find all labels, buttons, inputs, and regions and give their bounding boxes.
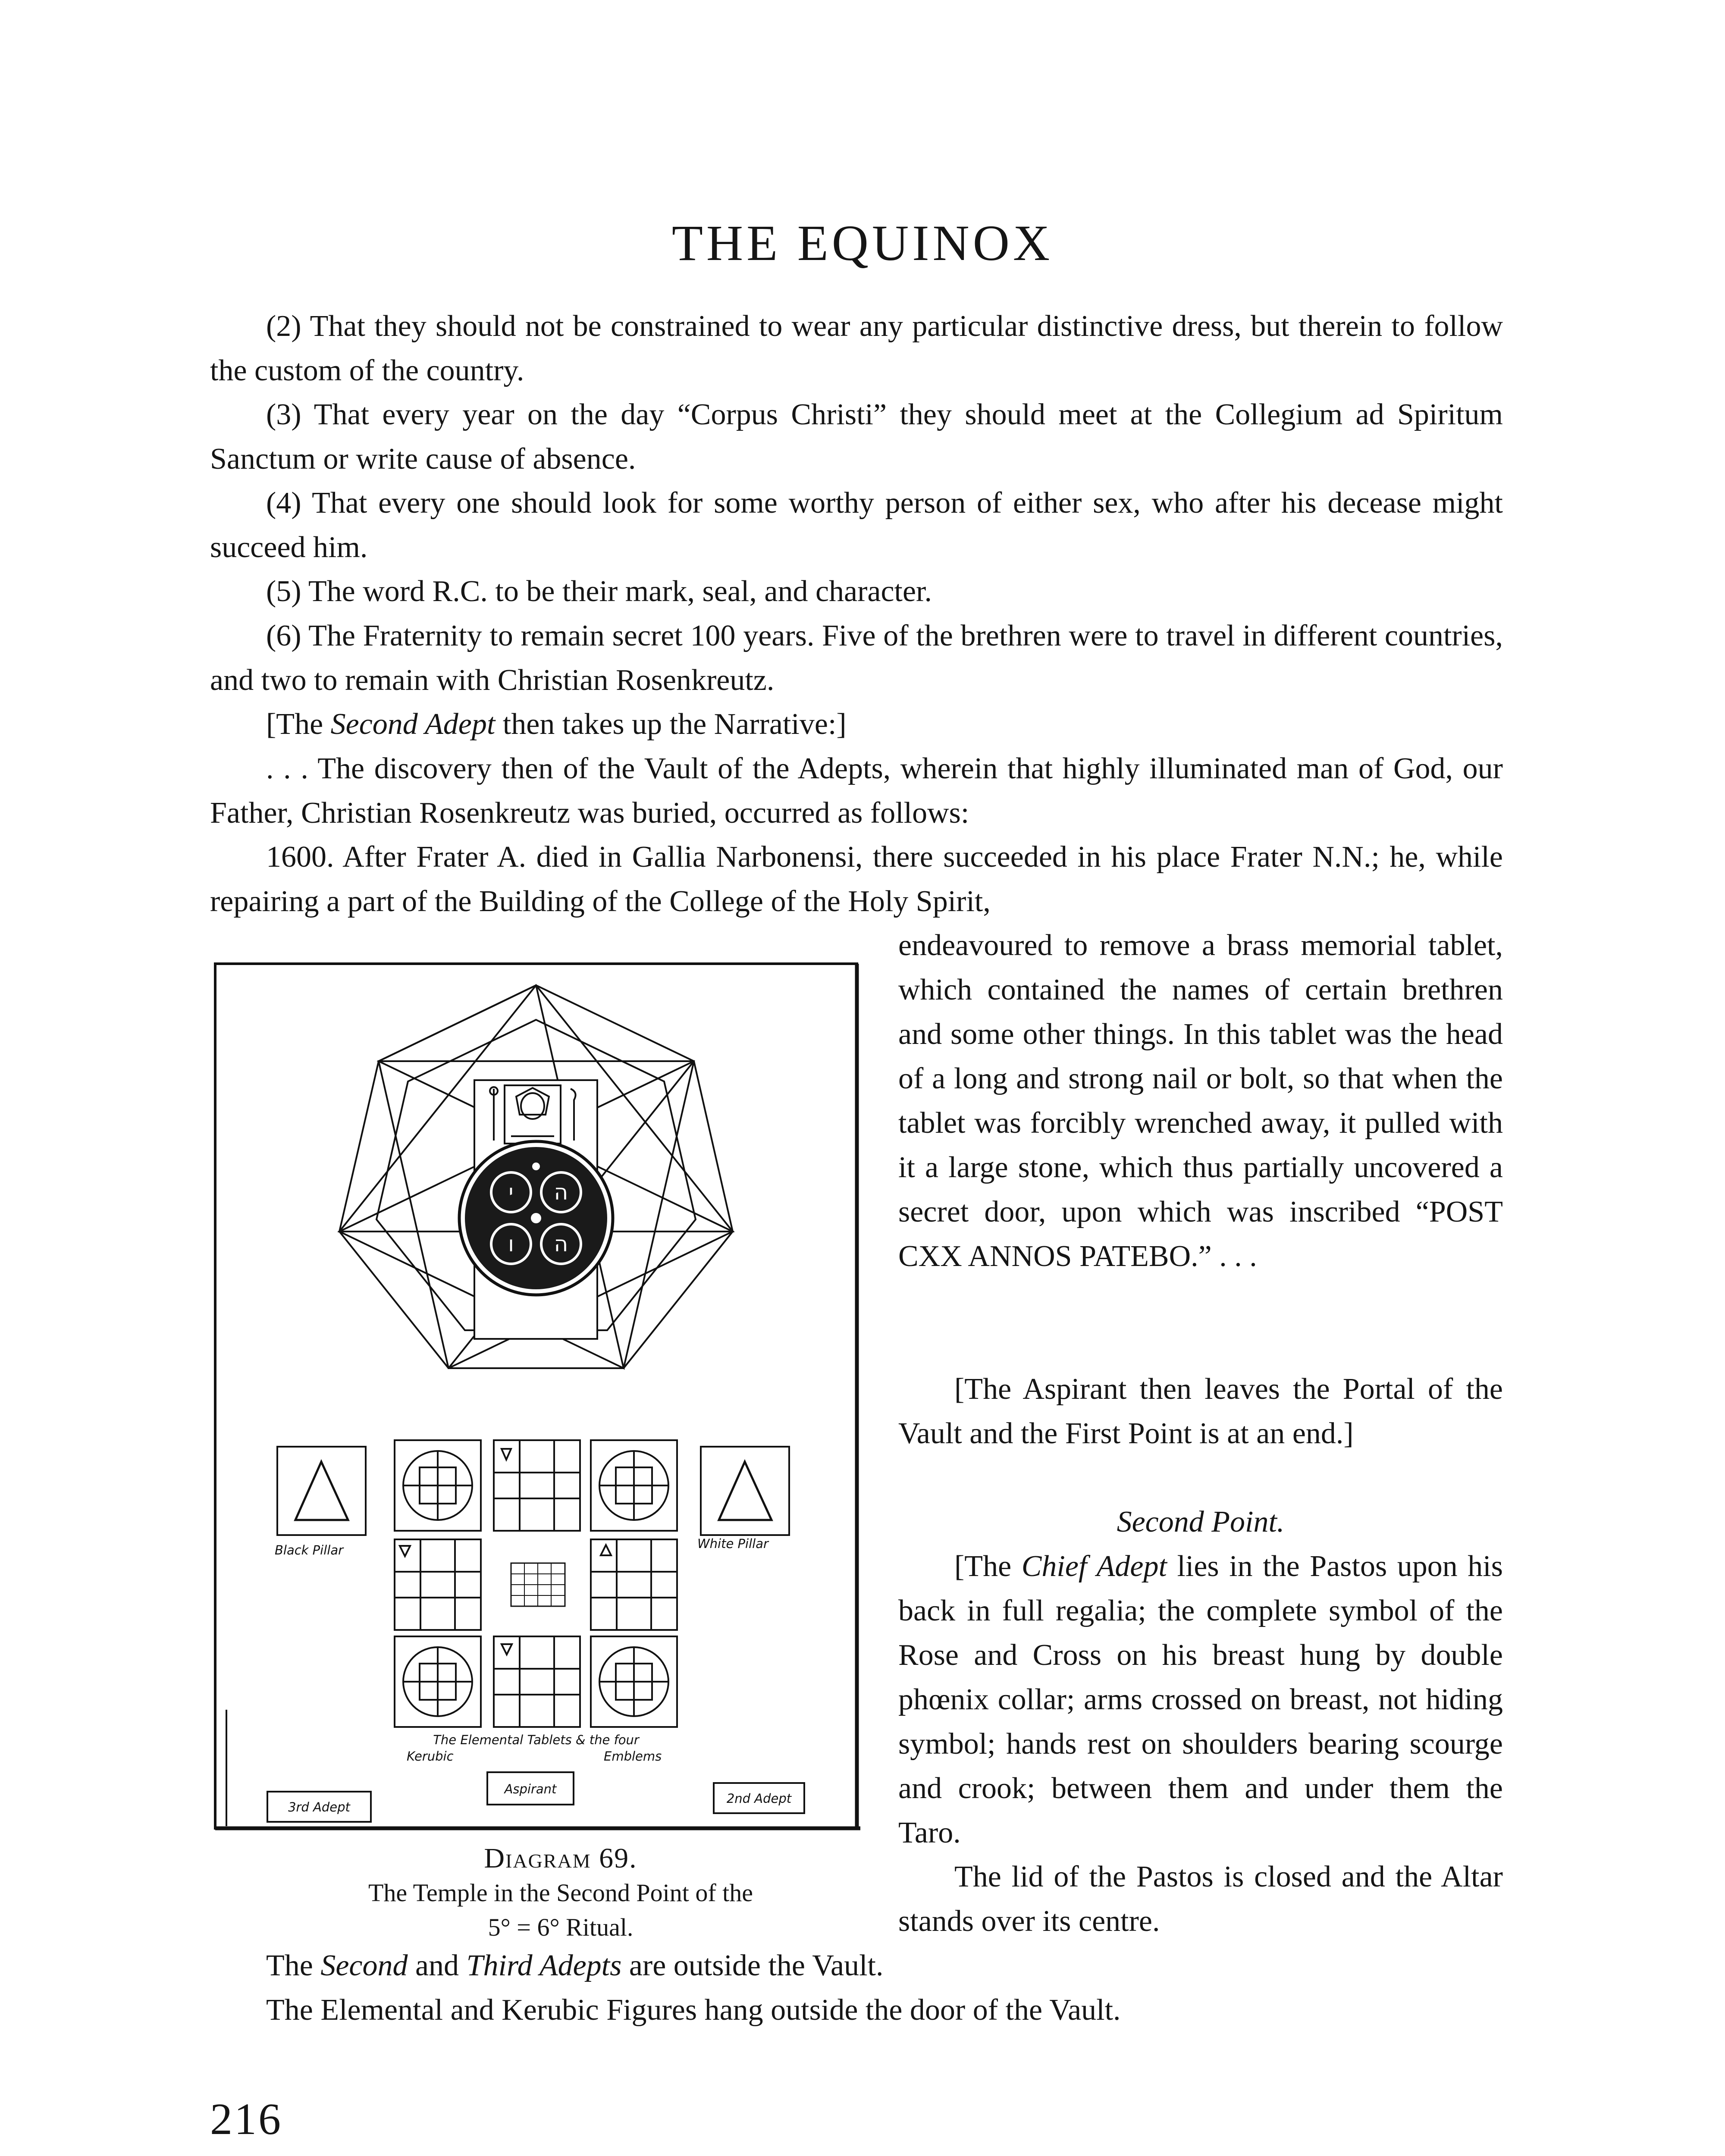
paragraph-chief-adept: [The Chief Adept lies in the Pastos upon his back in full regalia; the complete symbol of the Rose and Cross on his breast hung by double phœnix collar; arms crossed on breast, not hiding symbol; hands rest on shoulders bearing scourge and crook; between them and under them the Taro.	[898, 1550, 1503, 1849]
paragraph-aspirant: [The Aspirant then leaves the Portal of the Vault and the First Point is at an end.]	[898, 1373, 1503, 1450]
label-tablets: The Elemental Tablets & the four	[433, 1733, 639, 1747]
label-aspirant: Aspirant	[504, 1782, 557, 1796]
svg-text:ו: ו	[508, 1232, 514, 1257]
diagram-caption	[276, 1841, 845, 1945]
kerubic-emblem	[591, 1636, 677, 1727]
label-second-adept: 2nd Adept	[726, 1791, 792, 1806]
page-number: 216	[210, 2094, 282, 2144]
elemental-tablet	[494, 1636, 580, 1727]
label-white-pillar: White Pillar	[697, 1536, 768, 1551]
temple-diagram	[213, 959, 869, 1833]
altar-tablet	[511, 1563, 565, 1606]
running-header: THE EQUINOX	[671, 215, 1054, 271]
paragraph-rule-2: (2) That they should not be constrained to wear any particular distinctive dress, but therein to follow the custom of the country.	[210, 310, 1503, 387]
paragraph-1600: 1600. After Frater A. died in Gallia Narbonensi, there succeeded in his place Frater N.N.; he, while repairing a part of the Building of the College of the Holy Spirit,	[210, 840, 1503, 918]
rule-number: (4)	[266, 486, 301, 520]
narrative-note: [The Second Adept then takes up the Narrative:]	[266, 708, 847, 741]
caption-line: The Temple in the Second Point of the	[368, 1879, 753, 1907]
rule-number: (2)	[266, 310, 301, 343]
paragraph-rule-5: (5) The word R.C. to be their mark, seal, and character.	[266, 575, 932, 608]
label-third-adept: 3rd Adept	[288, 1800, 350, 1814]
kerubic-emblem	[395, 1440, 481, 1531]
caption-line: 5° = 6° Ritual.	[488, 1913, 634, 1941]
paragraph-hang: The Elemental and Kerubic Figures hang outside the door of the Vault.	[266, 1993, 1121, 2027]
label-black-pillar: Black Pillar	[275, 1543, 344, 1557]
white-pillar	[701, 1447, 789, 1535]
svg-text:י: י	[508, 1180, 514, 1205]
section-heading: Second Point.	[1117, 1505, 1285, 1539]
kerubic-emblem	[395, 1636, 481, 1727]
svg-text:ה: ה	[554, 1232, 568, 1257]
rose-cross-disc	[459, 1141, 613, 1295]
rule-number: (6)	[266, 619, 301, 652]
kerubic-emblem	[591, 1440, 677, 1531]
paragraph-rule-6: (6) The Fraternity to remain secret 100 years. Five of the brethren were to travel in different countries, and two to remain with Christian Rosenkreutz.	[210, 619, 1503, 697]
emphasis: Chief Adept	[1021, 1550, 1167, 1583]
elemental-tablet	[591, 1539, 677, 1630]
paragraph-rule-4: (4) That every one should look for some worthy person of either sex, who after his decease might succeed him.	[210, 486, 1503, 564]
svg-text:ה: ה	[554, 1180, 568, 1205]
emphasis: Second Adept	[330, 708, 496, 741]
rule-number: (5)	[266, 575, 301, 608]
paragraph-lid: The lid of the Pastos is closed and the Altar stands over its centre.	[898, 1860, 1503, 1938]
label-emblems: Emblems	[604, 1749, 662, 1764]
paragraph-discovery: . . . The discovery then of the Vault of the Adepts, wherein that highly illuminated man of God, our Father, Christian Rosenkreutz was buried, occurred as follows:	[210, 752, 1503, 830]
rule-number: (3)	[266, 398, 301, 431]
paragraph-outside: The Second and Third Adepts are outside the Vault.	[266, 1949, 884, 1982]
label-kerubic: Kerubic	[407, 1749, 454, 1764]
caption-title: Diagram 69.	[484, 1843, 637, 1874]
elemental-tablet	[494, 1440, 580, 1531]
elemental-tablet	[395, 1539, 481, 1630]
pastos	[459, 1080, 613, 1339]
paragraph-tablet: endeavoured to remove a brass memorial tablet, which contained the names of certain brethren and some other things. In this tablet was the head of a long and strong nail or bolt, so that when the tablet was forcibly wrenched away, it pulled with it a large stone, which thus partially uncovered a secret door, upon which was inscribed “POST CXX ANNOS PATEBO.” . . .	[898, 929, 1503, 1273]
black-pillar	[277, 1447, 366, 1535]
paragraph-rule-3: (3) That every year on the day “Corpus Christi” they should meet at the Collegium ad Spiritum Sanctum or write cause of absence.	[210, 398, 1503, 476]
